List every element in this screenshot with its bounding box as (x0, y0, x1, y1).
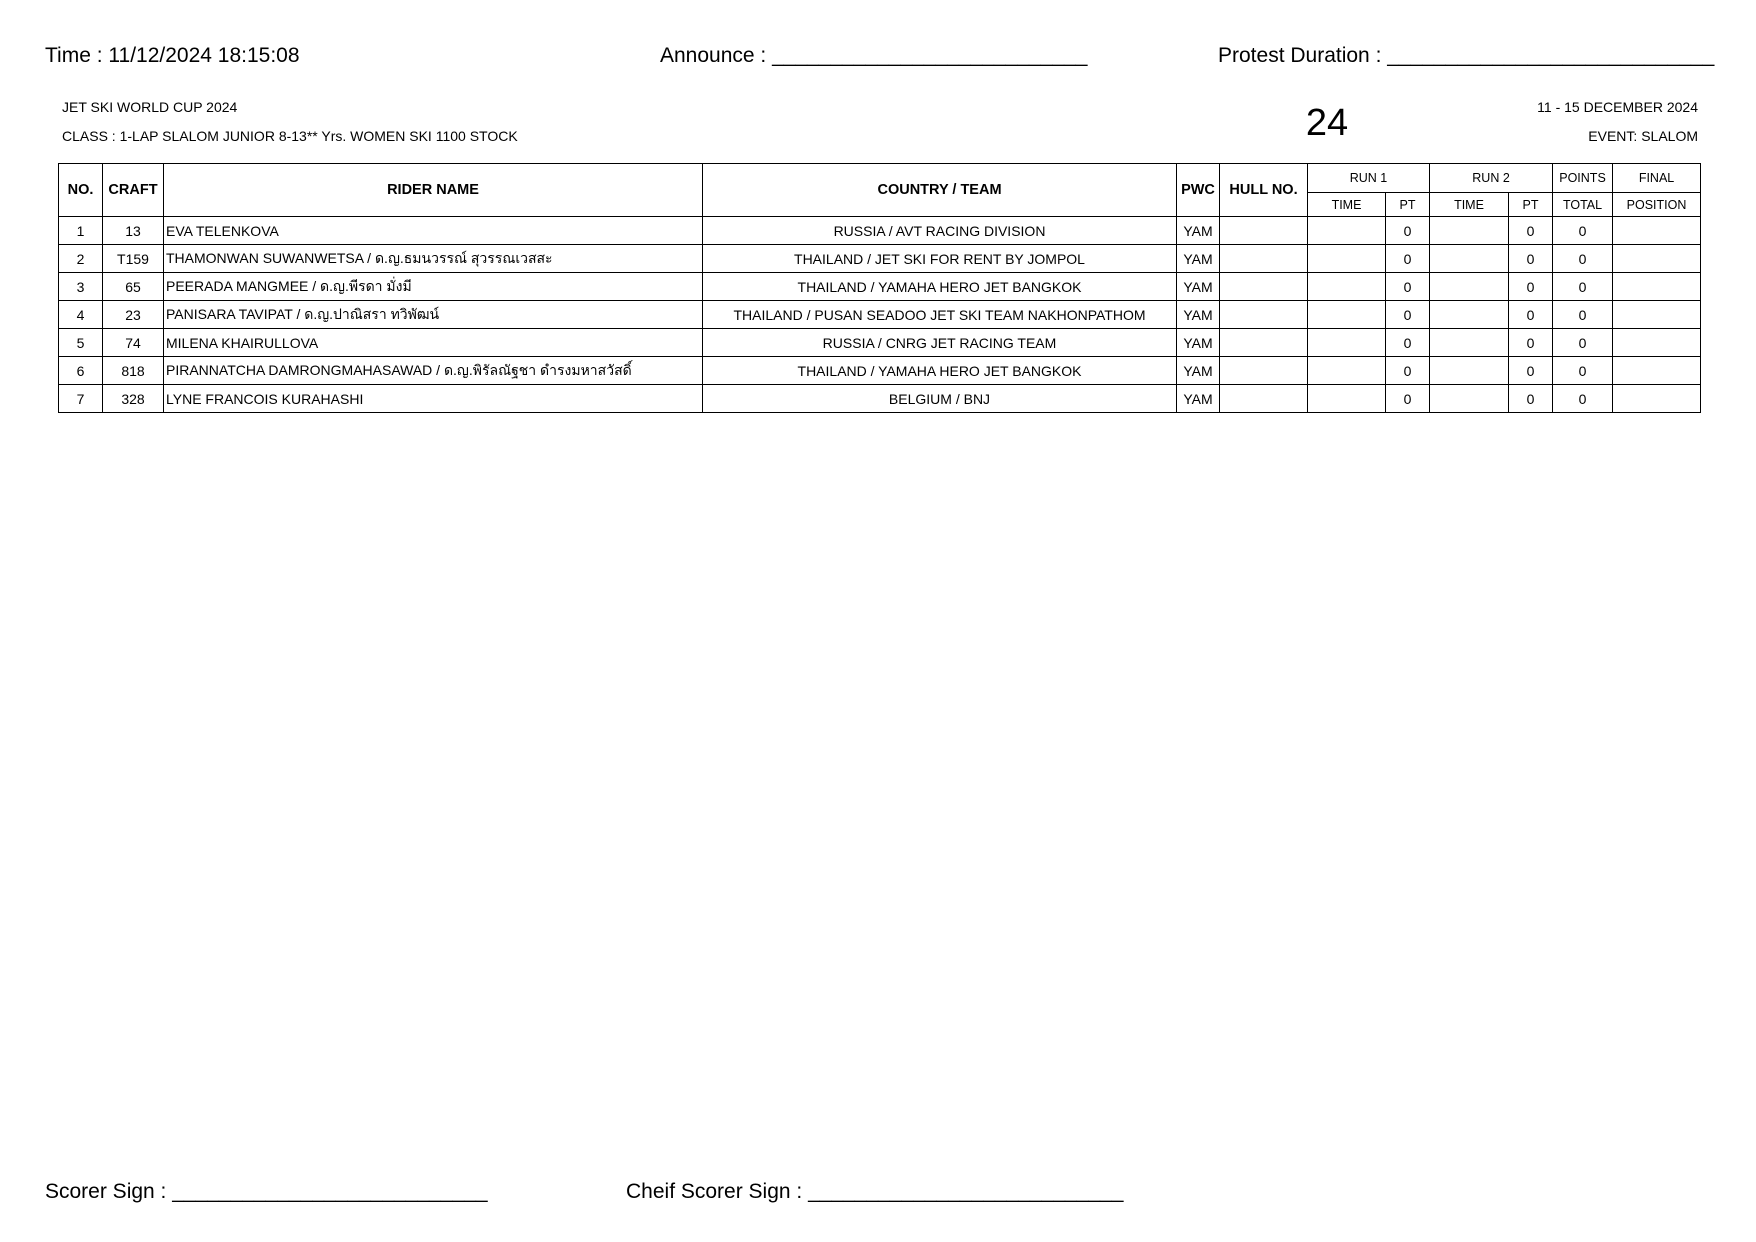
row-no: 4 (59, 301, 103, 329)
row-run2-pt: 0 (1509, 357, 1553, 385)
table-row (59, 273, 1701, 301)
row-craft: 65 (103, 273, 164, 301)
row-pwc: YAM (1177, 301, 1220, 329)
header-run2-time: TIME (1430, 193, 1509, 217)
header-craft: CRAFT (103, 164, 164, 217)
header-total: TOTAL (1553, 193, 1613, 217)
event-name: JET SKI WORLD CUP 2024 (62, 99, 238, 115)
header-run1-pt: PT (1386, 193, 1430, 217)
header-hull-no: HULL NO. (1220, 164, 1308, 217)
table-row (59, 301, 1701, 329)
row-run1-pt: 0 (1386, 273, 1430, 301)
row-run2-time (1430, 385, 1509, 413)
row-rider-name: LYNE FRANCOIS KURAHASHI (164, 385, 703, 413)
row-no: 2 (59, 245, 103, 273)
row-final-position (1613, 301, 1701, 329)
row-final-position (1613, 245, 1701, 273)
row-craft: 23 (103, 301, 164, 329)
row-run2-time (1430, 357, 1509, 385)
row-craft: 74 (103, 329, 164, 357)
row-final-position (1613, 385, 1701, 413)
table-row (59, 357, 1701, 385)
race-number: 24 (1305, 102, 1349, 144)
row-rider-name: MILENA KHAIRULLOVA (164, 329, 703, 357)
row-run1-time (1308, 301, 1386, 329)
row-country-team: THAILAND / YAMAHA HERO JET BANGKOK (703, 273, 1177, 301)
row-rider-name: PEERADA MANGMEE / ด.ญ.พีรดา มั่งมี (164, 273, 703, 301)
header-final: FINAL (1613, 164, 1701, 193)
row-points-total: 0 (1553, 329, 1613, 357)
row-no: 5 (59, 329, 103, 357)
row-run2-time (1430, 273, 1509, 301)
header-run1-time: TIME (1308, 193, 1386, 217)
row-run1-time (1308, 217, 1386, 245)
row-run2-pt: 0 (1509, 273, 1553, 301)
row-no: 3 (59, 273, 103, 301)
row-points-total: 0 (1553, 245, 1613, 273)
event-dates: 11 - 15 DECEMBER 2024 (1537, 99, 1698, 115)
scorer-sign: Scorer Sign : ___________________________ (45, 1180, 488, 1203)
row-points-total: 0 (1553, 357, 1613, 385)
row-hull-no (1220, 273, 1308, 301)
row-craft: 13 (103, 217, 164, 245)
row-run1-time (1308, 385, 1386, 413)
row-no: 6 (59, 357, 103, 385)
announce-field: Announce : ___________________________ (660, 44, 1088, 67)
row-pwc: YAM (1177, 357, 1220, 385)
row-rider-name: EVA TELENKOVA (164, 217, 703, 245)
row-run2-pt: 0 (1509, 245, 1553, 273)
row-points-total: 0 (1553, 385, 1613, 413)
row-no: 1 (59, 217, 103, 245)
row-country-team: BELGIUM / BNJ (703, 385, 1177, 413)
row-run1-pt: 0 (1386, 245, 1430, 273)
row-rider-name: THAMONWAN SUWANWETSA / ด.ญ.ธมนวรรณ์ สุวรรณเวสสะ (164, 245, 703, 273)
row-hull-no (1220, 245, 1308, 273)
row-hull-no (1220, 357, 1308, 385)
header-run2: RUN 2 (1430, 164, 1553, 193)
row-rider-name: PANISARA TAVIPAT / ด.ญ.ปาณิสรา ทวิพัฒน์ (164, 301, 703, 329)
row-run2-pt: 0 (1509, 385, 1553, 413)
row-pwc: YAM (1177, 385, 1220, 413)
row-hull-no (1220, 301, 1308, 329)
row-craft: T159 (103, 245, 164, 273)
protest-duration-field: Protest Duration : ____________________________ (1218, 44, 1715, 67)
row-no: 7 (59, 385, 103, 413)
row-country-team: RUSSIA / AVT RACING DIVISION (703, 217, 1177, 245)
row-pwc: YAM (1177, 273, 1220, 301)
row-final-position (1613, 329, 1701, 357)
header-country-team: COUNTRY / TEAM (703, 164, 1177, 217)
row-run1-pt: 0 (1386, 329, 1430, 357)
header-no: NO. (59, 164, 103, 217)
row-country-team: THAILAND / YAMAHA HERO JET BANGKOK (703, 357, 1177, 385)
row-rider-name: PIRANNATCHA DAMRONGMAHASAWAD / ด.ญ.พิรัลณัฐชา ดำรงมหาสวัสดิ์ (164, 357, 703, 385)
row-run2-time (1430, 217, 1509, 245)
row-run1-pt: 0 (1386, 217, 1430, 245)
row-run1-pt: 0 (1386, 301, 1430, 329)
row-hull-no (1220, 385, 1308, 413)
row-country-team: RUSSIA / CNRG JET RACING TEAM (703, 329, 1177, 357)
event-type: EVENT: SLALOM (1588, 128, 1698, 144)
row-hull-no (1220, 329, 1308, 357)
row-pwc: YAM (1177, 217, 1220, 245)
chief-scorer-sign: Cheif Scorer Sign : ___________________________ (626, 1180, 1124, 1203)
row-run1-pt: 0 (1386, 357, 1430, 385)
time-stamp: Time : 11/12/2024 18:15:08 (45, 44, 300, 67)
results-table (58, 163, 1701, 413)
class-label: CLASS : 1-LAP SLALOM JUNIOR 8-13** Yrs. WOMEN SKI 1100 STOCK (62, 128, 518, 144)
row-pwc: YAM (1177, 245, 1220, 273)
row-run2-pt: 0 (1509, 217, 1553, 245)
header-points: POINTS (1553, 164, 1613, 193)
header-run2-pt: PT (1509, 193, 1553, 217)
row-country-team: THAILAND / PUSAN SEADOO JET SKI TEAM NAKHONPATHOM (703, 301, 1177, 329)
row-points-total: 0 (1553, 301, 1613, 329)
header-run1: RUN 1 (1308, 164, 1430, 193)
row-run2-time (1430, 329, 1509, 357)
table-row (59, 245, 1701, 273)
row-run1-time (1308, 273, 1386, 301)
header-position: POSITION (1613, 193, 1701, 217)
header-rider-name: RIDER NAME (164, 164, 703, 217)
row-run1-time (1308, 357, 1386, 385)
row-run1-time (1308, 329, 1386, 357)
row-points-total: 0 (1553, 273, 1613, 301)
row-final-position (1613, 357, 1701, 385)
row-craft: 818 (103, 357, 164, 385)
row-run2-pt: 0 (1509, 329, 1553, 357)
row-run1-pt: 0 (1386, 385, 1430, 413)
row-final-position (1613, 273, 1701, 301)
row-country-team: THAILAND / JET SKI FOR RENT BY JOMPOL (703, 245, 1177, 273)
row-points-total: 0 (1553, 217, 1613, 245)
table-row (59, 217, 1701, 245)
row-craft: 328 (103, 385, 164, 413)
table-row (59, 329, 1701, 357)
table-row (59, 385, 1701, 413)
row-run1-time (1308, 245, 1386, 273)
row-run2-time (1430, 301, 1509, 329)
row-final-position (1613, 217, 1701, 245)
row-hull-no (1220, 217, 1308, 245)
row-pwc: YAM (1177, 329, 1220, 357)
row-run2-time (1430, 245, 1509, 273)
header-pwc: PWC (1177, 164, 1220, 217)
row-run2-pt: 0 (1509, 301, 1553, 329)
